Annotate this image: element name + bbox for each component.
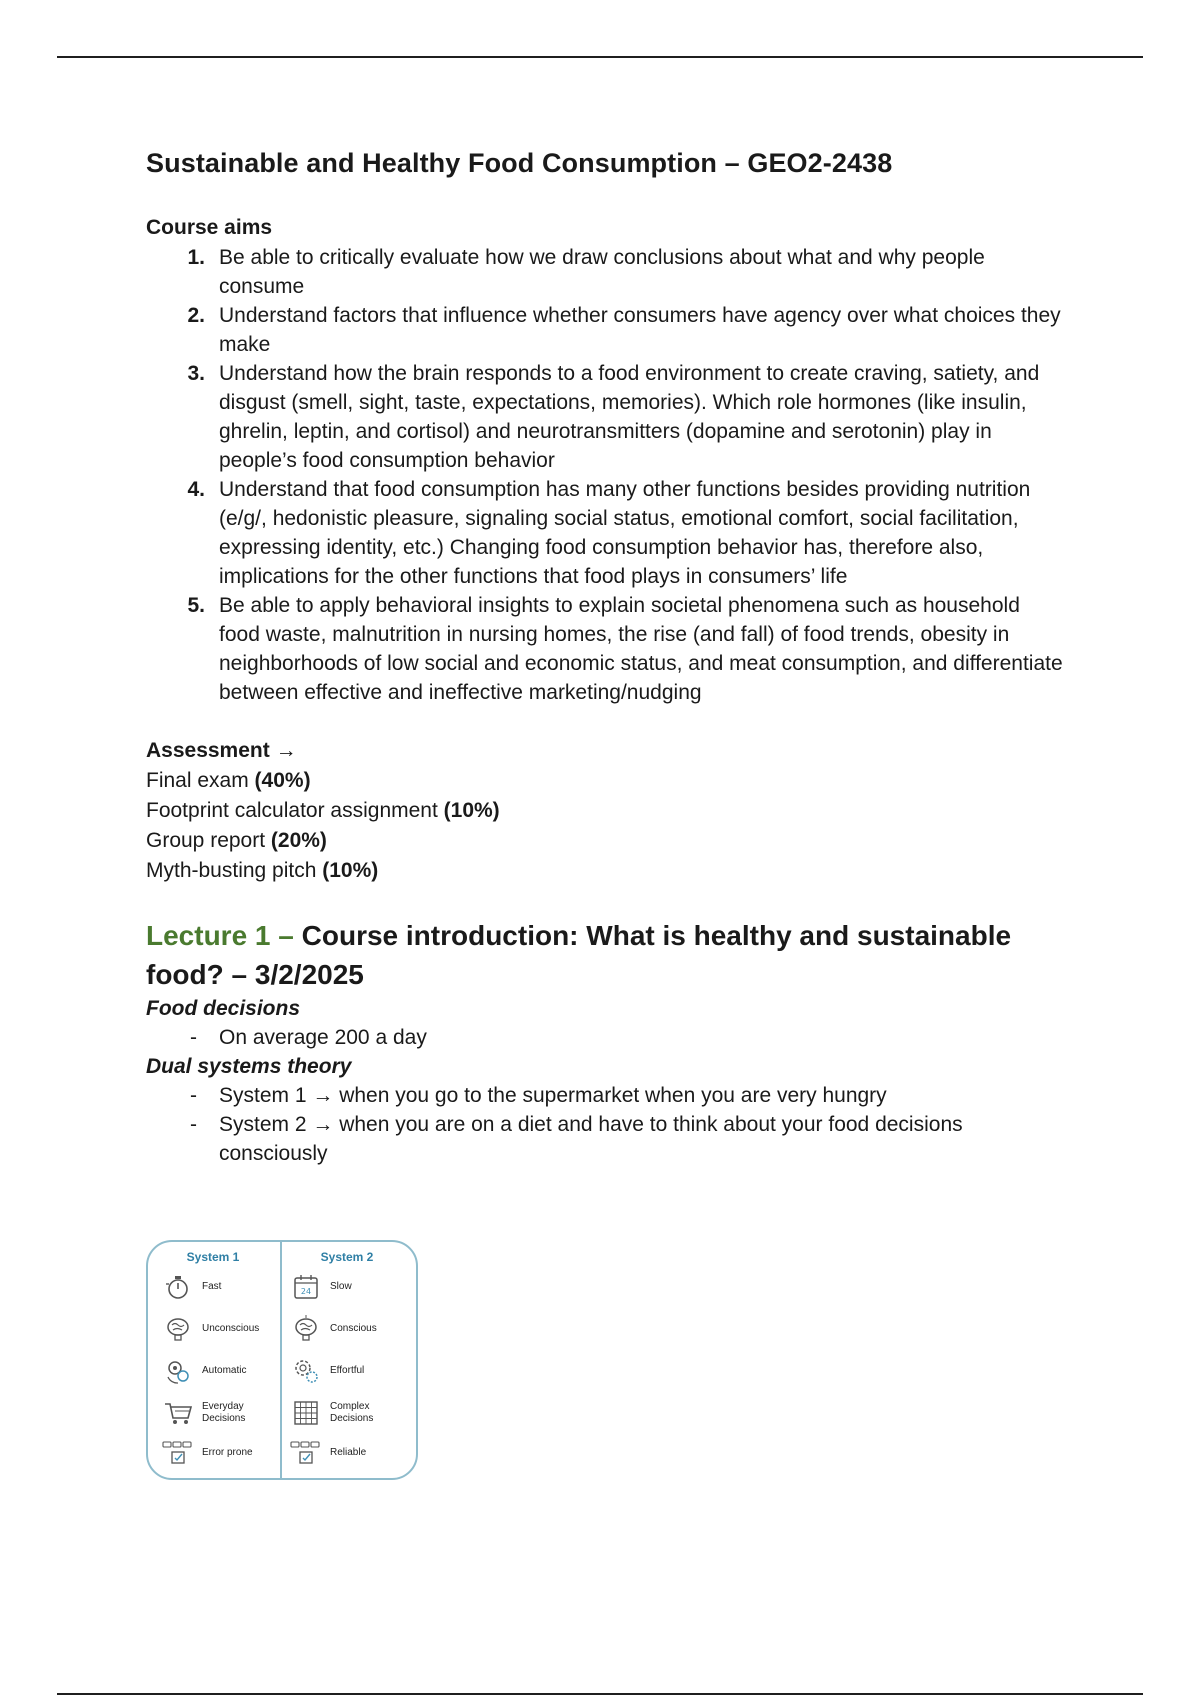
- system1-row-automatic: [162, 1356, 268, 1386]
- dash-bullet: -: [190, 1113, 197, 1136]
- lecture-title: Course introduction: What is healthy and sustainable food? – 3/2/2025: [146, 920, 1012, 990]
- system2-heading: System 2: [320, 1250, 374, 1264]
- assessment-section: [146, 736, 1066, 886]
- list-item-text: On average 200 a day: [219, 1026, 427, 1049]
- figure-label: Automatic: [202, 1365, 247, 1376]
- lecture-heading: [146, 916, 1066, 994]
- assessment-label: Group report: [146, 829, 271, 852]
- list-item-text: System 1 → when you go to the supermarket when you are very hungry: [219, 1084, 887, 1107]
- assessment-weight: (40%): [254, 769, 311, 792]
- list-item: [146, 1110, 1066, 1168]
- system1-heading: System 1: [186, 1250, 240, 1264]
- calendar-date: 24: [300, 1287, 312, 1296]
- system2-row-conscious: [290, 1314, 396, 1344]
- figure-label: Everyday Decisions: [202, 1401, 246, 1424]
- system2-row-complex: [290, 1398, 396, 1428]
- system2-row-reliable: [290, 1438, 396, 1468]
- assessment-label: Final exam: [146, 769, 255, 792]
- dual-systems-figure: [146, 1240, 416, 1478]
- gears-icon: [290, 1356, 322, 1386]
- system2-row-effortful: [290, 1356, 396, 1386]
- figure-label: Fast: [202, 1281, 222, 1292]
- system1-row-error-prone: [162, 1438, 268, 1468]
- assessment-weight: (10%): [322, 859, 379, 882]
- document-body: [146, 148, 1066, 1168]
- assessment-weight: (20%): [270, 829, 327, 852]
- list-item: [146, 243, 1066, 301]
- assessment-label: Footprint calculator assignment: [146, 799, 444, 822]
- list-item: [146, 591, 1066, 707]
- system1-row-unconscious: [162, 1314, 268, 1344]
- list-item: [146, 1023, 1066, 1052]
- dual-systems-list: [146, 1081, 1066, 1168]
- assessment-item: [146, 826, 1066, 856]
- lecture-number: Lecture 1 –: [146, 920, 302, 951]
- brain-icon: [162, 1314, 194, 1344]
- figure-label: Reliable: [330, 1447, 367, 1458]
- list-number: 4.: [187, 478, 205, 501]
- list-item: [146, 301, 1066, 359]
- dual-systems-heading: Dual systems theory: [146, 1055, 352, 1078]
- list-item-text: Be able to critically evaluate how we draw conclusions about what and why people consume: [219, 246, 985, 298]
- system1-row-fast: [162, 1272, 268, 1302]
- figure-label: Complex Decisions: [330, 1401, 374, 1424]
- calendar-icon: [290, 1272, 322, 1302]
- assessment-item: [146, 856, 1066, 886]
- course-aims-list: [146, 243, 1066, 707]
- list-item-text: Understand how the brain responds to a food environment to create craving, satiety, and disgust (smell, sight, taste, expectations, memories). Which role hormones (like insulin, ghrelin, leptin, and cortisol) and neurotransmitters (dopamine and serotonin) play in people’s food consumption behavior: [219, 362, 1040, 472]
- list-number: 5.: [187, 594, 205, 617]
- assessment-item: [146, 796, 1066, 826]
- course-aims-heading: Course aims: [146, 216, 273, 239]
- figure-label: Effortful: [330, 1365, 365, 1376]
- brain-icon: [290, 1314, 322, 1344]
- automatic-gears-icon: [162, 1356, 194, 1386]
- list-item: [146, 1081, 1066, 1110]
- checklist-icon: [162, 1438, 194, 1468]
- list-item: [146, 475, 1066, 591]
- list-number: 1.: [187, 246, 205, 269]
- food-decisions-list: [146, 1023, 1066, 1052]
- assessment-label: Myth-busting pitch: [146, 859, 323, 882]
- list-number: 3.: [187, 362, 205, 385]
- assessment-item: [146, 766, 1066, 796]
- figure-divider: [280, 1240, 282, 1478]
- top-rule: [57, 56, 1143, 58]
- food-decisions-heading: Food decisions: [146, 997, 301, 1020]
- checklist-icon: [290, 1438, 322, 1468]
- list-item-text: System 2 → when you are on a diet and have to think about your food decisions consciously: [219, 1113, 963, 1165]
- bottom-rule: [57, 1693, 1143, 1695]
- list-item: [146, 359, 1066, 475]
- list-item-text: Understand that food consumption has many other functions besides providing nutrition (e/g/, hedonistic pleasure, signaling social status, emotional comfort, social facilitation, expressing identity, etc.) Changing food consumption behavior has, therefore also, implications for the other functions that food plays in consumers’ life: [219, 478, 1031, 588]
- stopwatch-icon: [162, 1272, 194, 1302]
- list-number: 2.: [187, 304, 205, 327]
- figure-label: Conscious: [330, 1323, 377, 1334]
- page-title: Sustainable and Healthy Food Consumption – GEO2-2438: [146, 148, 893, 178]
- shopping-cart-icon: [162, 1398, 194, 1428]
- assessment-weight: (10%): [443, 799, 500, 822]
- dash-bullet: -: [190, 1084, 197, 1107]
- system2-row-slow: [290, 1272, 396, 1302]
- system1-row-everyday: [162, 1398, 268, 1428]
- grid-icon: [290, 1398, 322, 1428]
- list-item-text: Be able to apply behavioral insights to explain societal phenomena such as household food waste, malnutrition in nursing homes, the rise (and fall) of food trends, obesity in neighborhoods of low social and economic status, and meat consumption, and differentiate between effective and ineffective marketing/nudging: [219, 594, 1063, 704]
- list-item-text: Understand factors that influence whether consumers have agency over what choices they make: [219, 304, 1061, 356]
- figure-label: Slow: [330, 1281, 352, 1292]
- figure-label: Unconscious: [202, 1323, 260, 1334]
- dash-bullet: -: [190, 1026, 197, 1049]
- figure-label: Error prone: [202, 1447, 253, 1458]
- assessment-heading: Assessment →: [146, 739, 297, 762]
